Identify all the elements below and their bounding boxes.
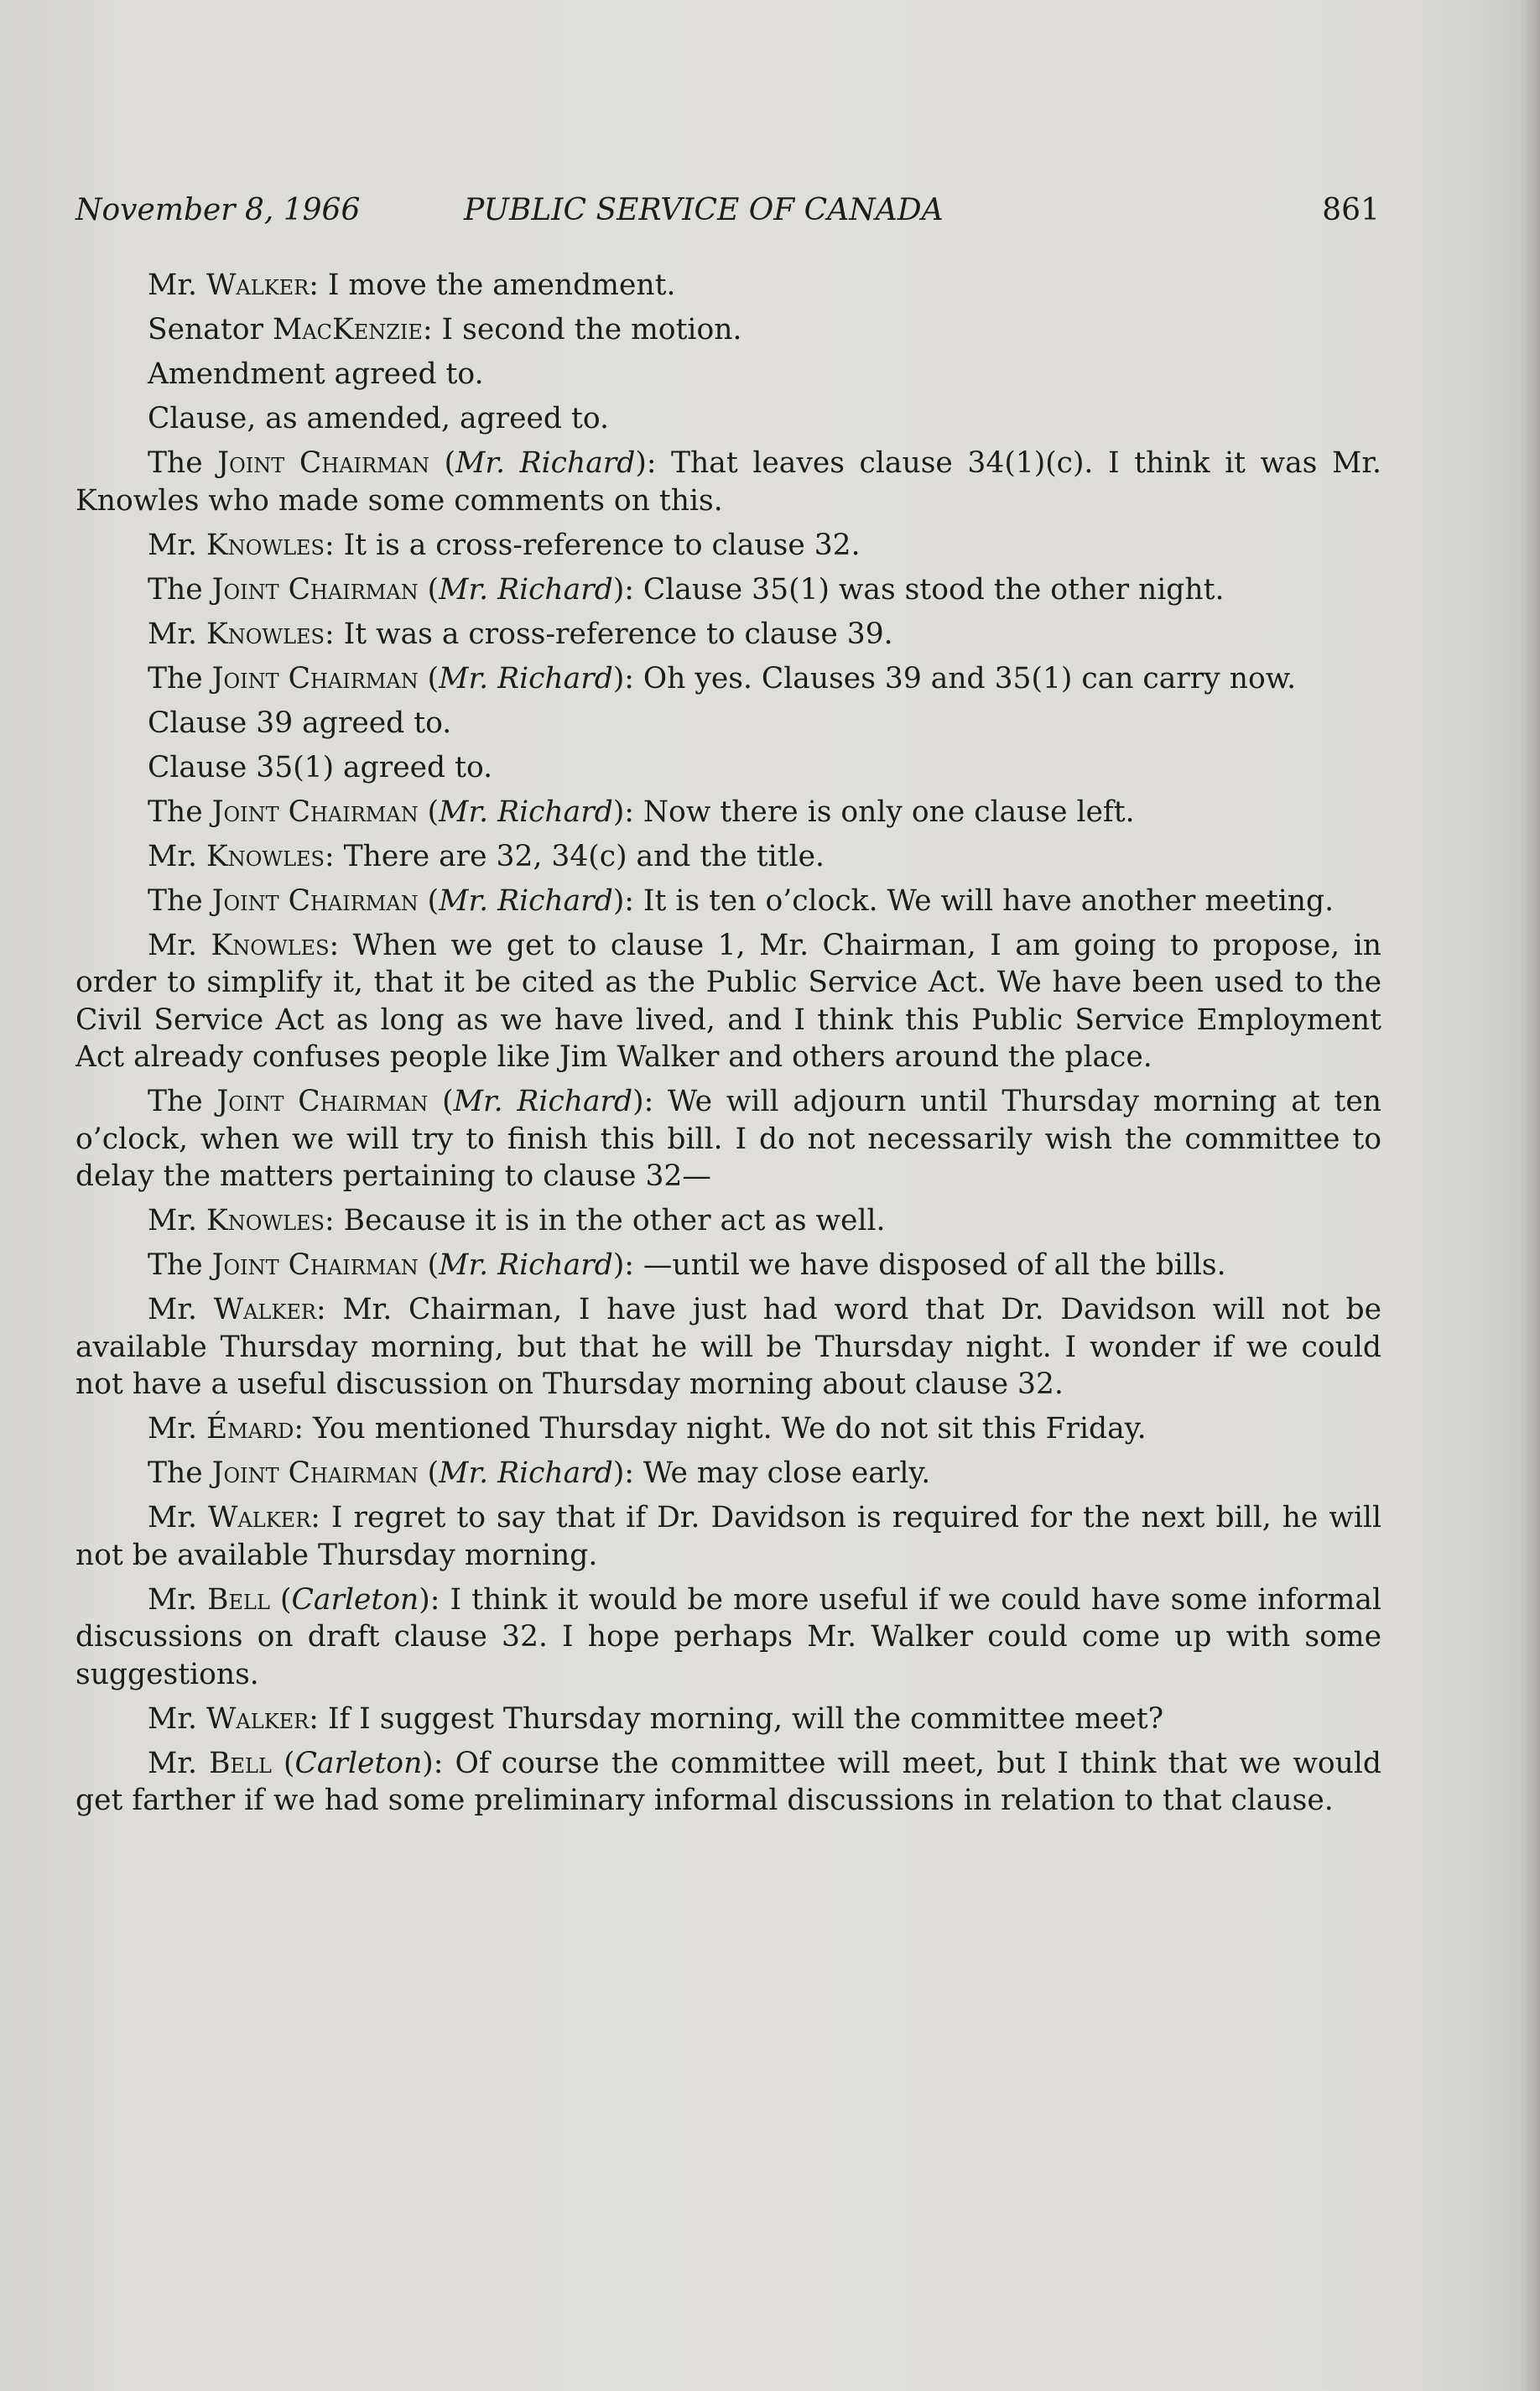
paragraph: Clause, as amended, agreed to. (148, 402, 609, 435)
paragraph: Clause 39 agreed to. (148, 706, 452, 740)
paragraph: Mr. Walker: I regret to say that if Dr. Davidson is required for the next bill, he will not be available Thursday morning. (75, 1501, 1381, 1572)
paragraph: Mr. Émard: You mentioned Thursday night. We do not sit this Friday. (148, 1412, 1147, 1446)
paragraph: The Joint Chairman (Mr. Richard): Now there is only one clause left. (148, 794, 1135, 829)
paragraph: The Joint Chairman (Mr. Richard): That leaves clause 34(1)(c). I think it was Mr. Knowles who made some comments on this. (75, 446, 1381, 518)
paragraph: Mr. Bell (Carleton): Of course the committee will meet, but I think that we would get farther if we had some preliminary informal discussions in relation to that clause. (75, 1746, 1381, 1817)
paragraph: Mr. Knowles: Because it is in the other act as well. (148, 1204, 886, 1237)
paragraph: Mr. Bell (Carleton): I think it would be more useful if we could have some informal discussions on draft clause 32. I hope perhaps Mr. Walker could come up with some suggestions. (75, 1582, 1381, 1691)
paragraph: Mr. Walker: Mr. Chairman, I have just had word that Dr. Davidson will not be available Thursday morning, but that he will be Thursday night. I wonder if we could not have a useful discussion on Thursday morning about clause 32. (75, 1293, 1381, 1401)
paragraph: The Joint Chairman (Mr. Richard): We will adjourn until Thursday morning at ten o’clock, when we will try to finish this bill. I do not necessarily wish the committee to delay the matters pertaining to clause 32— (75, 1085, 1381, 1193)
paragraph: The Joint Chairman (Mr. Richard): Clause 35(1) was stood the other night. (148, 572, 1225, 607)
running-header (75, 193, 1380, 240)
transcript-body (75, 267, 1381, 1826)
paragraph: Mr. Knowles: There are 32, 34(c) and the title. (148, 839, 825, 873)
paragraph: Clause 35(1) agreed to. (148, 750, 493, 784)
paragraph: The Joint Chairman (Mr. Richard): Oh yes. Clauses 39 and 35(1) can carry now. (148, 661, 1297, 695)
paragraph: Mr. Walker: If I suggest Thursday morning, will the committee meet? (148, 1701, 1164, 1736)
paragraph: Amendment agreed to. (148, 357, 484, 391)
paragraph: Mr. Walker: I move the amendment. (148, 268, 676, 302)
paragraph: Mr. Knowles: It is a cross-reference to clause 32. (148, 528, 861, 562)
paragraph: The Joint Chairman (Mr. Richard): It is ten o’clock. We will have another meeting. (148, 883, 1334, 918)
paragraph: Mr. Knowles: When we get to clause 1, Mr. Chairman, I am going to propose, in order to simplify it, that it be cited as the Public Service Act. We have been used to the Civil Service Act as long as we have lived, and I think this Public Service Employment Act already confuses people like Jim Walker and others around the place. (75, 928, 1381, 1074)
paragraph: Mr. Knowles: It was a cross-reference to clause 39. (148, 617, 893, 651)
page-edge (1518, 0, 1540, 2391)
paragraph: The Joint Chairman (Mr. Richard): —until we have disposed of all the bills. (148, 1248, 1226, 1282)
paragraph: Senator MacKenzie: I second the motion. (148, 313, 742, 346)
page-number: 861 (1322, 193, 1380, 227)
header-title: PUBLIC SERVICE OF CANADA (464, 193, 944, 227)
paragraph: The Joint Chairman (Mr. Richard): We may close early. (148, 1456, 931, 1490)
header-date: November 8, 1966 (75, 193, 361, 227)
